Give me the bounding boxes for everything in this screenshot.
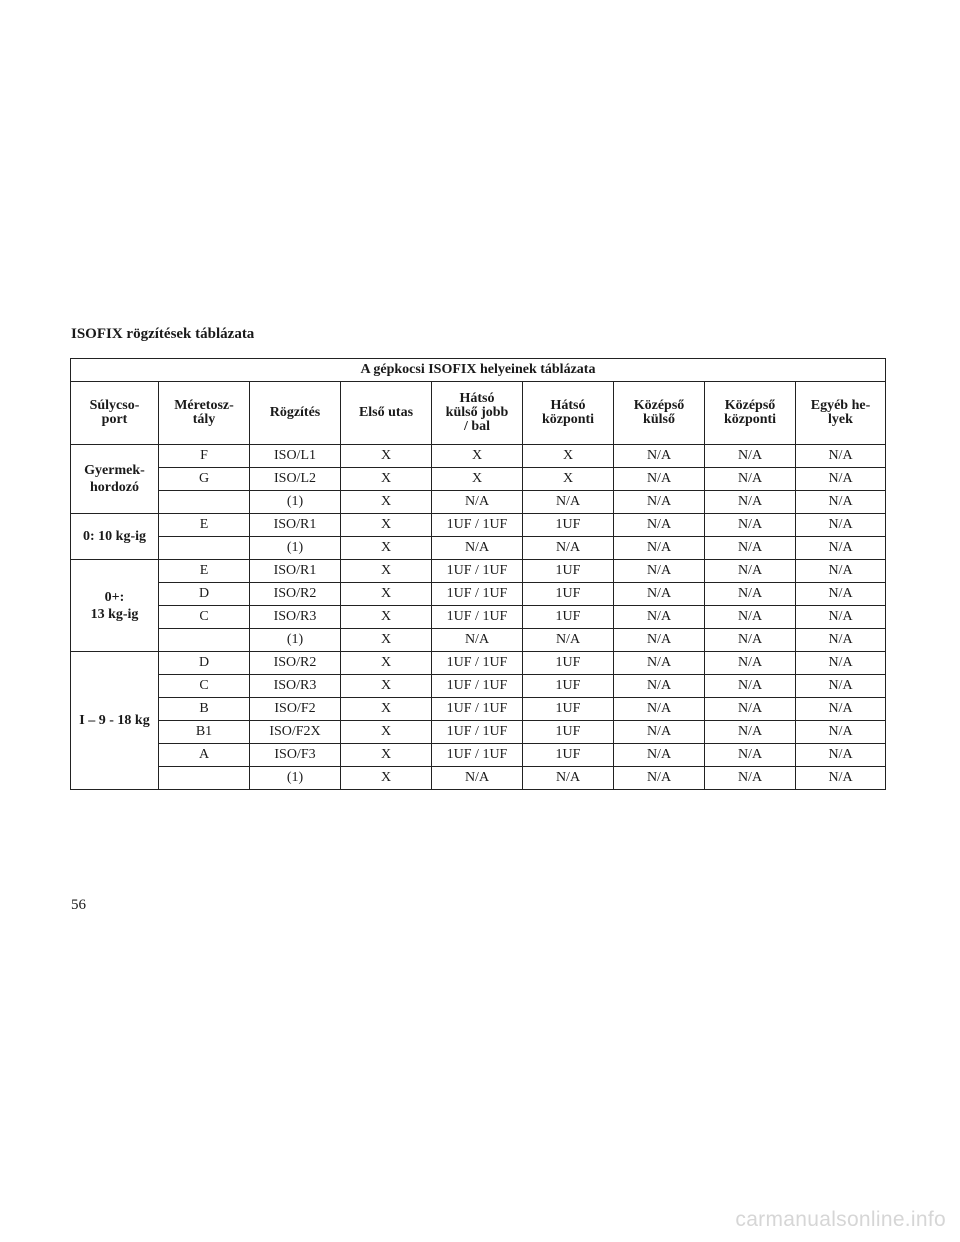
table-cell: N/A: [705, 744, 796, 767]
table-cell: C: [159, 606, 250, 629]
table-cell: 1UF / 1UF: [432, 698, 523, 721]
table-cell: ISO/F3: [250, 744, 341, 767]
table-cell: E: [159, 560, 250, 583]
table-cell: N/A: [614, 698, 705, 721]
table-cell: ISO/R3: [250, 606, 341, 629]
table-cell: N/A: [796, 606, 886, 629]
table-row: [71, 537, 886, 560]
table-row: [71, 606, 886, 629]
table-cell: (1): [250, 537, 341, 560]
table-cell: N/A: [523, 537, 614, 560]
table-cell: [159, 629, 250, 652]
table-cell: N/A: [796, 721, 886, 744]
table-cell: X: [341, 445, 432, 468]
table-cell: N/A: [614, 491, 705, 514]
table-cell: 1UF / 1UF: [432, 652, 523, 675]
table-cell: 1UF: [523, 698, 614, 721]
page-number: 56: [71, 897, 86, 913]
table-cell: X: [341, 652, 432, 675]
table-cell: X: [341, 537, 432, 560]
table-cell: 1UF / 1UF: [432, 606, 523, 629]
column-header: Súlycso- port: [71, 382, 159, 445]
weight-group-label: Gyermek- hordozó: [71, 445, 159, 514]
table-cell: E: [159, 514, 250, 537]
table-cell: 1UF: [523, 744, 614, 767]
weight-group-label: 0: 10 kg-ig: [71, 514, 159, 560]
table-cell: X: [341, 629, 432, 652]
table-cell: X: [341, 744, 432, 767]
table-cell: 1UF: [523, 514, 614, 537]
table-cell: 1UF / 1UF: [432, 560, 523, 583]
table-cell: N/A: [432, 537, 523, 560]
table-cell: ISO/F2X: [250, 721, 341, 744]
watermark: carmanualsonline.info: [735, 1208, 946, 1231]
table-cell: (1): [250, 767, 341, 790]
table-row: [71, 514, 886, 537]
table-cell: X: [341, 491, 432, 514]
table-cell: N/A: [796, 560, 886, 583]
table-cell: ISO/L1: [250, 445, 341, 468]
weight-group-label: I – 9 - 18 kg: [71, 652, 159, 790]
table-cell: N/A: [614, 744, 705, 767]
table-cell: A: [159, 744, 250, 767]
table-cell: N/A: [523, 491, 614, 514]
table-cell: ISO/L2: [250, 468, 341, 491]
table-cell: ISO/R1: [250, 514, 341, 537]
weight-group-label: 0+: 13 kg-ig: [71, 560, 159, 652]
table-cell: B: [159, 698, 250, 721]
table-cell: X: [341, 606, 432, 629]
table-cell: N/A: [432, 629, 523, 652]
table-cell: N/A: [705, 767, 796, 790]
table-cell: 1UF / 1UF: [432, 721, 523, 744]
table-row: [71, 583, 886, 606]
table-cell: X: [341, 767, 432, 790]
table-cell: N/A: [705, 675, 796, 698]
table-cell: 1UF / 1UF: [432, 514, 523, 537]
table-cell: X: [341, 698, 432, 721]
table-cell: N/A: [796, 514, 886, 537]
table-cell: ISO/R2: [250, 583, 341, 606]
table-cell: N/A: [705, 606, 796, 629]
table-row: [71, 767, 886, 790]
table-cell: X: [523, 468, 614, 491]
table-cell: N/A: [796, 675, 886, 698]
table-cell: N/A: [705, 491, 796, 514]
table-cell: 1UF / 1UF: [432, 583, 523, 606]
table-cell: [159, 491, 250, 514]
table-caption-row: [71, 359, 886, 382]
table-cell: X: [341, 583, 432, 606]
table-cell: X: [341, 675, 432, 698]
table-cell: N/A: [705, 652, 796, 675]
table-cell: N/A: [614, 583, 705, 606]
table-row: [71, 698, 886, 721]
table-cell: X: [341, 560, 432, 583]
table-row: [71, 744, 886, 767]
table-cell: C: [159, 675, 250, 698]
isofix-table: [70, 358, 886, 790]
column-header: Egyéb he- lyek: [796, 382, 886, 445]
table-cell: 1UF / 1UF: [432, 744, 523, 767]
table-header-row: [71, 382, 886, 445]
table-cell: ISO/F2: [250, 698, 341, 721]
table-cell: 1UF: [523, 560, 614, 583]
table-cell: N/A: [523, 767, 614, 790]
table-cell: N/A: [796, 744, 886, 767]
table-cell: D: [159, 583, 250, 606]
table-cell: N/A: [432, 491, 523, 514]
table-caption: A gépkocsi ISOFIX helyeinek táblázata: [71, 359, 886, 382]
table-cell: X: [341, 721, 432, 744]
table-cell: N/A: [614, 468, 705, 491]
table-cell: B1: [159, 721, 250, 744]
table-cell: N/A: [614, 675, 705, 698]
table-cell: 1UF: [523, 675, 614, 698]
table-cell: N/A: [796, 767, 886, 790]
table-cell: N/A: [614, 560, 705, 583]
table-cell: N/A: [523, 629, 614, 652]
table-row: [71, 468, 886, 491]
table-cell: N/A: [614, 652, 705, 675]
table-cell: X: [432, 468, 523, 491]
table-cell: X: [341, 468, 432, 491]
table-cell: N/A: [796, 698, 886, 721]
table-cell: N/A: [796, 468, 886, 491]
table-cell: N/A: [796, 629, 886, 652]
table-cell: (1): [250, 491, 341, 514]
table-cell: N/A: [705, 629, 796, 652]
table-cell: 1UF: [523, 652, 614, 675]
table-cell: 1UF / 1UF: [432, 675, 523, 698]
table-row: [71, 491, 886, 514]
table-cell: N/A: [705, 514, 796, 537]
table-cell: N/A: [614, 537, 705, 560]
table-cell: N/A: [614, 445, 705, 468]
table-cell: N/A: [614, 767, 705, 790]
table-cell: N/A: [796, 445, 886, 468]
table-cell: N/A: [614, 629, 705, 652]
column-header: Középső külső: [614, 382, 705, 445]
table-cell: X: [523, 445, 614, 468]
table-cell: F: [159, 445, 250, 468]
table-cell: 1UF: [523, 583, 614, 606]
table-cell: N/A: [614, 721, 705, 744]
table-cell: N/A: [614, 606, 705, 629]
table-cell: N/A: [796, 652, 886, 675]
table-cell: N/A: [705, 560, 796, 583]
table-row: [71, 721, 886, 744]
table-cell: N/A: [705, 721, 796, 744]
table-cell: X: [432, 445, 523, 468]
column-header: Hátsó külső jobb / bal: [432, 382, 523, 445]
table-cell: [159, 537, 250, 560]
column-header: Hátsó központi: [523, 382, 614, 445]
table-cell: N/A: [705, 583, 796, 606]
table-cell: N/A: [432, 767, 523, 790]
table-row: [71, 675, 886, 698]
table-cell: N/A: [705, 698, 796, 721]
table-cell: ISO/R2: [250, 652, 341, 675]
column-header: Méretosz- tály: [159, 382, 250, 445]
table-cell: X: [341, 514, 432, 537]
table-cell: (1): [250, 629, 341, 652]
table-cell: N/A: [705, 537, 796, 560]
table-row: [71, 560, 886, 583]
table-cell: N/A: [614, 514, 705, 537]
table-cell: N/A: [705, 468, 796, 491]
column-header: Rögzítés: [250, 382, 341, 445]
table-cell: ISO/R1: [250, 560, 341, 583]
table-row: [71, 652, 886, 675]
table-cell: N/A: [796, 491, 886, 514]
column-header: Első utas: [341, 382, 432, 445]
table-cell: N/A: [796, 537, 886, 560]
table-cell: [159, 767, 250, 790]
table-cell: ISO/R3: [250, 675, 341, 698]
table-cell: 1UF: [523, 606, 614, 629]
table-cell: 1UF: [523, 721, 614, 744]
table-cell: N/A: [705, 445, 796, 468]
table-body: [71, 445, 886, 790]
table-row: [71, 445, 886, 468]
column-header: Középső központi: [705, 382, 796, 445]
table-cell: N/A: [796, 583, 886, 606]
table-row: [71, 629, 886, 652]
table-cell: G: [159, 468, 250, 491]
section-title: ISOFIX rögzítések táblázata: [71, 326, 255, 342]
table-cell: D: [159, 652, 250, 675]
